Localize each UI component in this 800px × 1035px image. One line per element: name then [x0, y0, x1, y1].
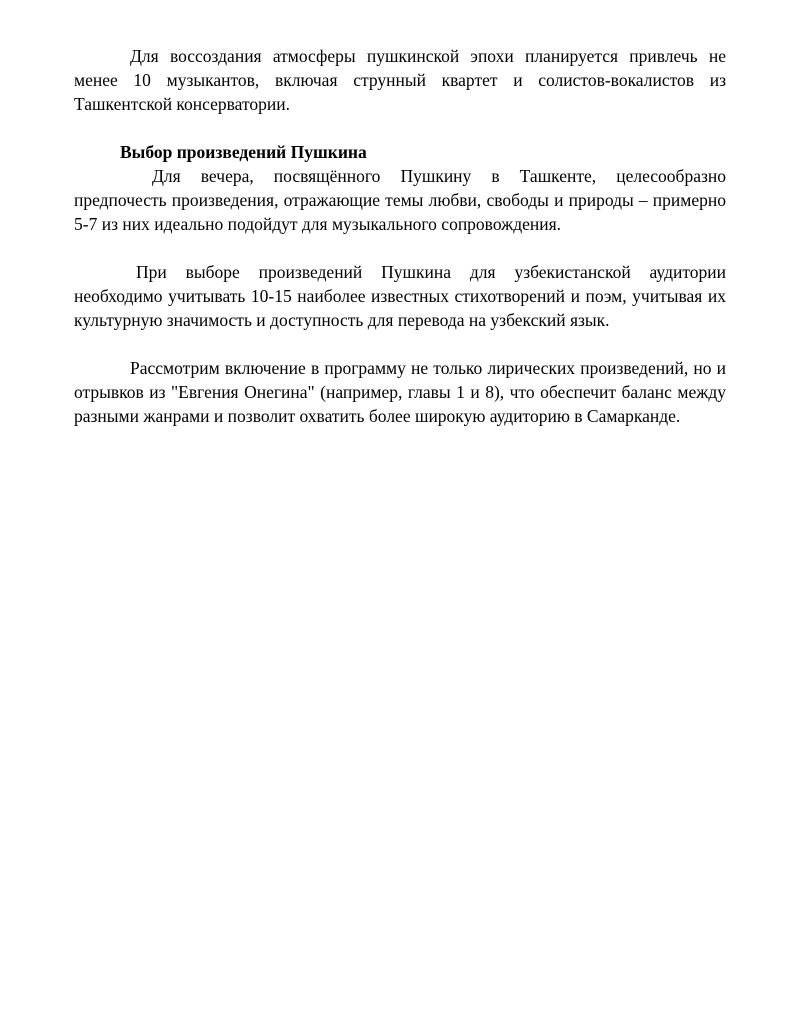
paragraph-musicians: Для воссоздания атмосферы пушкинской эпохи планируется привлечь не менее 10 музыкантов, включая струнный квартет и солистов-вокалистов из Ташкентской консерватории. [74, 46, 726, 114]
document-body [74, 44, 726, 428]
paragraph-uzbek-audience: При выборе произведений Пушкина для узбекистанской аудитории необходимо учитывать 10-15 наиболее известных стихотворений и поэм, учитывая их культурную значимость и доступность для перевода на узбекский язык. [74, 262, 726, 330]
section-heading: Выбор произведений Пушкина [120, 142, 367, 162]
paragraph-works-selection: Для вечера, посвящённого Пушкину в Ташкенте, целесообразно предпочесть произведения, отражающие темы любви, свободы и природы – примерно 5-7 из них идеально подойдут для музыкального сопровождения. [74, 166, 726, 234]
paragraph-onegin: Рассмотрим включение в программу не только лирических произведений, но и отрывков из "Евгения Онегина" (например, главы 1 и 8), что обеспечит баланс между разными жанрами и позволит охватить более широкую аудиторию в Самарканде. [74, 358, 726, 426]
